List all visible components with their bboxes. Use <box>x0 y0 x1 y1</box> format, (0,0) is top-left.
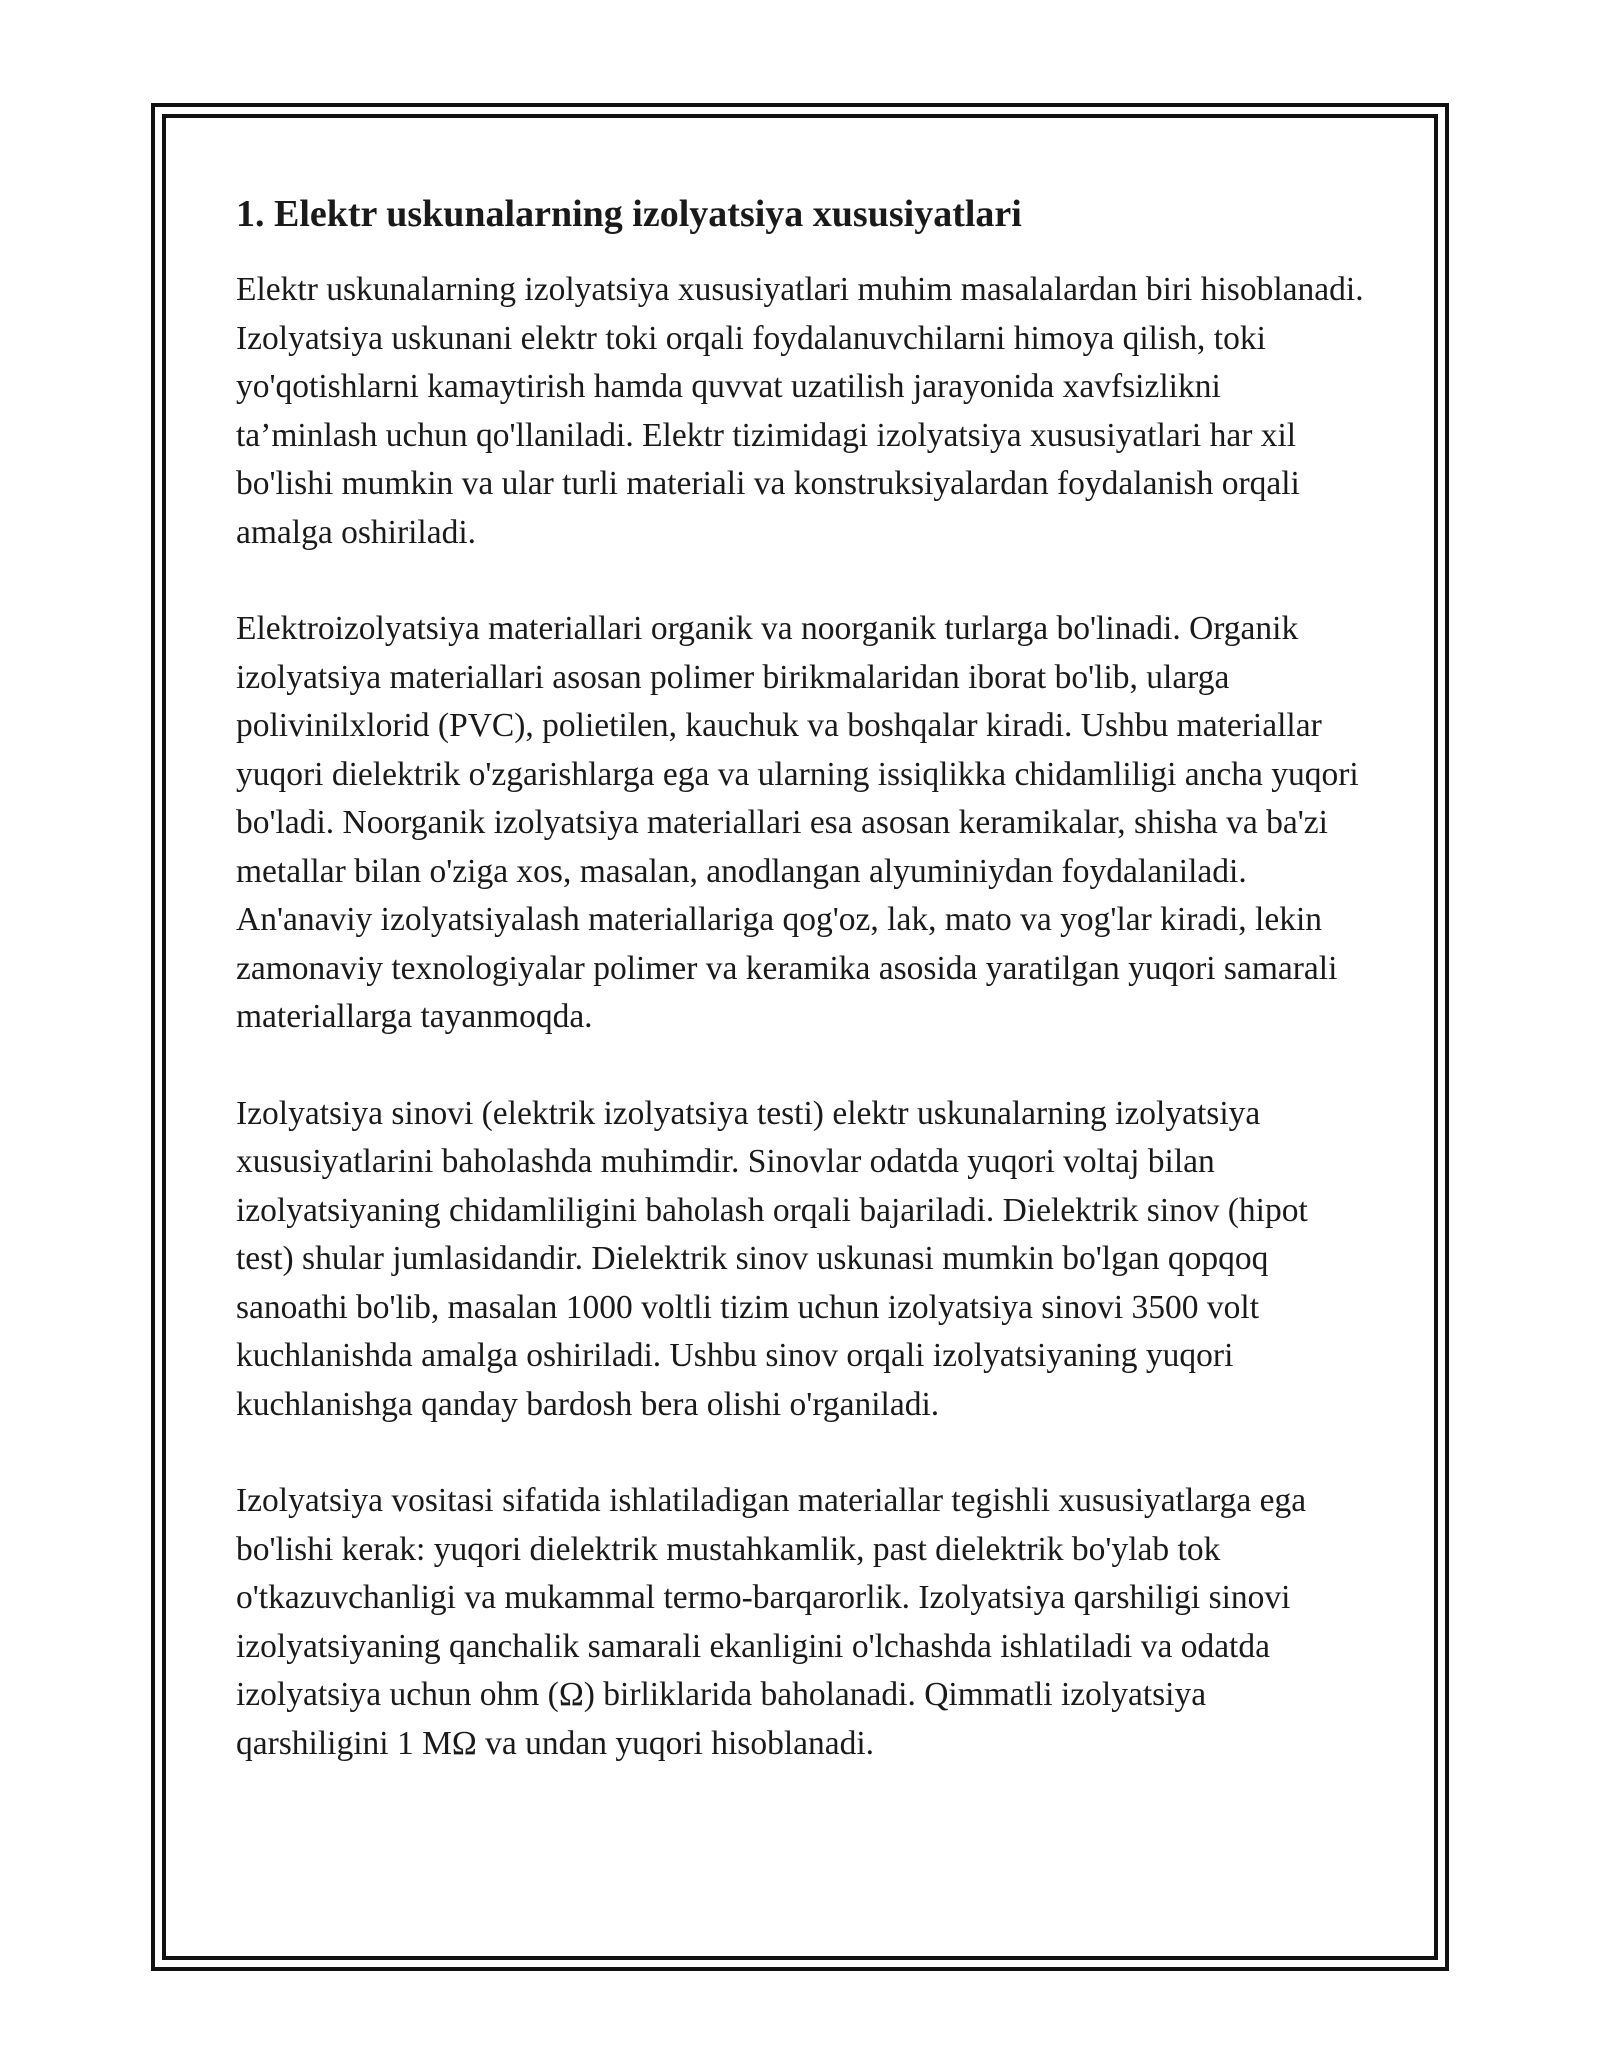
paragraph-4: Izolyatsiya vositasi sifatida ishlatiladigan materiallar tegishli xususiyatlarga ega bo'lishi kerak: yuqori dielektrik mustahkamlik, past dielektrik bo'ylab tok o'tkazuvchanligi va mukammal termo-barqarorlik. Izolyatsiya qarshiligi sinovi izolyatsiyaning qanchalik samarali ekanligini o'lchashda ishlatiladi va odatda izolyatsiya uchun ohm (Ω) birliklarida baholanadi. Qimmatli izolyatsiya qarshiligini 1 MΩ va undan yuqori hisoblanadi. <box>236 1482 1307 1762</box>
paragraph-2: Elektroizolyatsiya materiallari organik va noorganik turlarga bo'linadi. Organik izolyatsiya materiallari asosan polimer birikmalaridan iborat bo'lib, ularga polivinilxlorid (PVC), polietilen, kauchuk va boshqalar kiradi. Ushbu materiallar yuqori dielektrik o'zgarishlarga ega va ularning issiqlikka chidamliligi ancha yuqori bo'ladi. Noorganik izolyatsiya materiallari esa asosan keramikalar, shisha va ba'zi metallar bilan o'ziga xos, masalan, anodlangan alyuminiydan foydalaniladi. An'anaviy izolyatsiyalash materiallariga qog'oz, lak, mato va yog'lar kiradi, lekin zamonaviy texnologiyalar polimer va keramika asosida yaratilgan yuqori samarali materiallarga tayanmoqda. <box>236 610 1359 1035</box>
paragraph-1: Elektr uskunalarning izolyatsiya xususiyatlari muhim masalalardan biri hisoblanadi. Izolyatsiya uskunani elektr toki orqali foydalanuvchilarni himoya qilish, toki yo'qotishlarni kamaytirish hamda quvvat uzatilish jarayonida xavfsizlikni ta’minlash uchun qo'llaniladi. Elektr tizimidagi izolyatsiya xususiyatlari har xil bo'lishi mumkin va ular turli materiali va konstruksiyalardan foydalanish orqali amalga oshiriladi. <box>236 271 1364 551</box>
document-body <box>236 190 1366 1816</box>
section-heading: 1. Elektr uskunalarning izolyatsiya xususiyatlari <box>236 193 1022 235</box>
paragraph-3: Izolyatsiya sinovi (elektrik izolyatsiya testi) elektr uskunalarning izolyatsiya xususiyatlarini baholashda muhimdir. Sinovlar odatda yuqori voltaj bilan izolyatsiyaning chidamliligini baholash orqali bajariladi. Dielektrik sinov (hipot test) shular jumlasidandir. Dielektrik sinov uskunasi mumkin bo'lgan qopqoq sanoathi bo'lib, masalan 1000 voltli tizim uchun izolyatsiya sinovi 3500 volt kuchlanishda amalga oshiriladi. Ushbu sinov orqali izolyatsiyaning yuqori kuchlanishga qanday bardosh bera olishi o'rganiladi. <box>236 1094 1308 1423</box>
